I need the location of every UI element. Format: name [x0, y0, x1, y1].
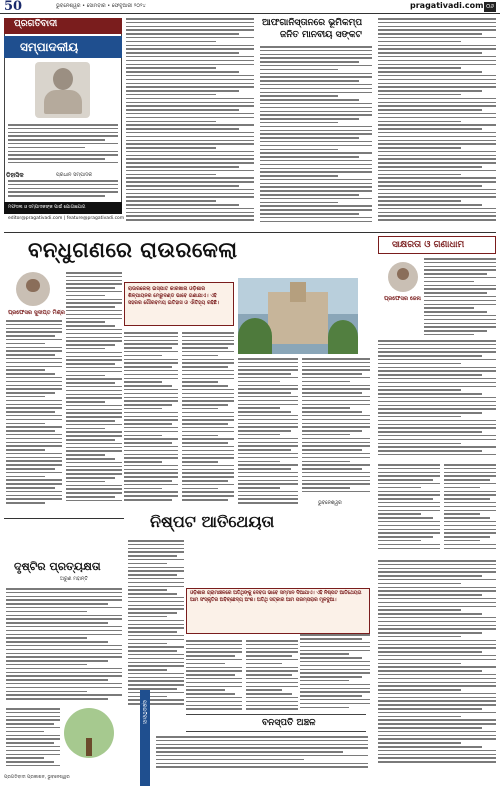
- article-column-3: [378, 18, 496, 228]
- page-number: ୦୬: [485, 3, 495, 10]
- photo-tree-right: [328, 320, 358, 354]
- nishpat-column-1: [128, 540, 184, 710]
- banner-column-4: [182, 332, 234, 510]
- portrait-head-shape: [53, 68, 73, 90]
- editorial-details: [8, 180, 118, 200]
- banner-column-5: [238, 358, 298, 508]
- side-author-name: ପ୍ରଫେସର ଜେନା: [384, 296, 421, 302]
- side-stripe-label: ପ୍ରଗତିବାଦୀ: [141, 700, 147, 725]
- banner-headline: ବନ୍ଧୁଗଣରେ ରାଉରକେଲା: [28, 238, 238, 262]
- nishpat-pull-quote: ଓଡ଼ିଶାର ଗ୍ରାମାଞ୍ଚଳରେ ଅତିଥିଙ୍କୁ ଦେବତା ଭାବେ ସମ୍ମାନ ଦିଆଯାଏ। ଏହି ନିଷ୍ପଟ ଆତିଥେୟତା ଆମ ସଂସ୍କୃତିର ଅବିଚ୍ଛେଦ୍ୟ ଅଂଶ। ଅତିଥି ସତ୍କାର ଆମ ପରମ୍ପରାର ମୂଳଦୁଆ।: [190, 591, 362, 603]
- article-headline-line2: ଜନିତ ମାନବୀୟ ସଙ୍କଟ: [280, 30, 362, 40]
- banner-author-name: ପ୍ରଫେସର ସୁଦୀପ୍ତ ମିଶ୍ର: [8, 310, 65, 316]
- side-intro-text: [424, 258, 496, 338]
- drushti-headline: ଦୃଷ୍ଟିର ପ୍ରତ୍ୟକ୍ଷତା: [14, 560, 101, 573]
- section-divider: [4, 232, 496, 233]
- article-column-2: [260, 46, 372, 228]
- founder-name: ଡିହାସିକ: [6, 172, 24, 179]
- side-column-sub1: [378, 464, 440, 554]
- side-column-sub2: [444, 464, 496, 554]
- banner-column-1: [6, 320, 62, 510]
- drushti-body-lower: [6, 708, 60, 770]
- nishpat-column-3: [186, 640, 242, 712]
- anniversary-logo: 50: [4, 0, 23, 14]
- side-column-lower: [378, 560, 496, 770]
- founder-role: ପ୍ରଧାନ ସମ୍ପାଦକ: [56, 172, 93, 178]
- editorial-title: ସମ୍ପାଦକୀୟ: [20, 40, 79, 54]
- side-author-portrait: [388, 262, 418, 292]
- editorial-quote-text: [8, 124, 118, 168]
- site-url-link[interactable]: pragativadi.com: [410, 1, 484, 10]
- banner-column-6: [302, 358, 370, 496]
- nishpat-headline: ନିଷ୍ପଟ ଆତିଥେୟତା: [150, 512, 275, 531]
- photo-tree-left: [238, 318, 272, 354]
- photo-tower: [290, 282, 306, 302]
- editorial-column-1: [126, 18, 254, 228]
- nishpat-column-4: [246, 640, 298, 712]
- header-date-line: ଭୁବନେଶ୍ୱର • ସୋମବାର • ଫେବୃଆରୀ ୨୦୨୪: [56, 3, 146, 9]
- email-link[interactable]: editor@pragativadi.com | feature@pragativadi.com: [8, 216, 125, 221]
- banner-column-3: [124, 332, 178, 510]
- footer-credit: ପ୍ରଗତିବାଦୀ ପ୍ରକାଶନ, ଭୁବନେଶ୍ୱର: [4, 775, 70, 780]
- side-column-headline: ସାକ୍ଷରତା ଓ ଗଣାଧାମ: [392, 240, 465, 250]
- brand-name: ପ୍ରଗତିବାଦୀ: [14, 19, 58, 29]
- banner-end-note: ଭୁବନେଶ୍ୱର: [318, 501, 342, 506]
- vanaspati-body: [156, 736, 368, 772]
- tree-illustration: [64, 708, 114, 758]
- contact-text: ମଫସଲ ଓ ସମ୍ପାଦକଙ୍କ ପାଇଁ ଯୋଗାଯୋଗ: [8, 205, 86, 210]
- drushti-body: [6, 588, 122, 704]
- banner-pull-quote: ରାଉରକେଲା ଇସ୍ପାତ କାରଖାନା ଓଡ଼ିଶାର ଶିଳ୍ପାୟନର ମେରୁଦଣ୍ଡ ଭାବେ ଗଣାଯାଏ। ଏହି ସହରର ଗୌରବମୟ ଇତିହାସ ଓ ଐତିହ୍ୟ ରହିଛି।: [128, 286, 220, 306]
- drushti-byline: ଅରୁଣ ମହାନ୍ତି: [60, 576, 88, 582]
- left-section-divider: [4, 518, 124, 519]
- portrait-body-shape: [44, 90, 82, 114]
- banner-column-2: [66, 272, 122, 510]
- banner-author-portrait: [16, 272, 50, 306]
- vanaspati-headline: ବନସ୍ପତି ଅଞ୍ଚଳ: [262, 718, 316, 728]
- side-column-body: [378, 340, 496, 460]
- article-headline-line1: ଆଫଗାନିସ୍ତାନରେ ଭୂମିକମ୍ପ: [262, 18, 363, 28]
- rourkela-building-photo: [238, 278, 358, 354]
